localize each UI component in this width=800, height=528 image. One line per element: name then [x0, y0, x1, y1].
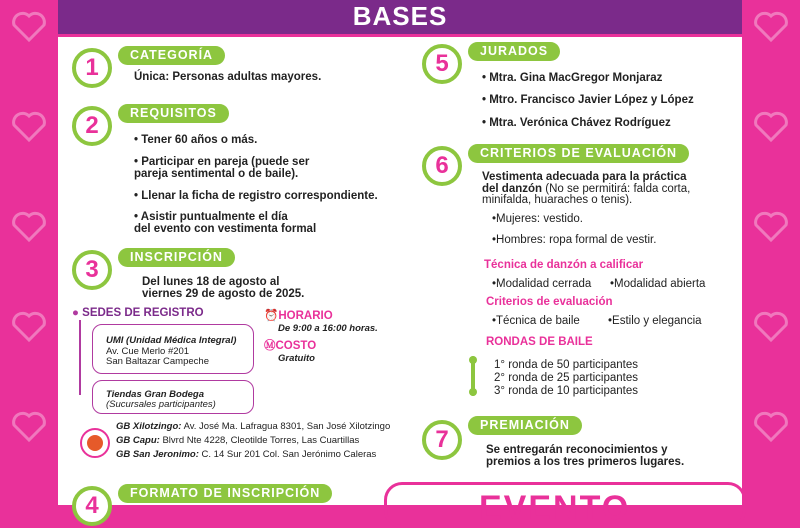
- rondas-dot: [469, 356, 477, 364]
- section-6-title: CRITERIOS DE EVALUACIÓN: [468, 144, 689, 163]
- heart-pattern-left: [0, 0, 58, 505]
- umi-name: UMI (Unidad Médica Integral): [106, 335, 237, 346]
- tecnica-item: •Modalidad abierta: [610, 278, 706, 290]
- vestimenta-text: minifalda, huaraches o tenis).: [482, 194, 633, 206]
- sedes-title: [72, 307, 204, 319]
- rondas-title: RONDAS DE BAILE: [486, 336, 593, 348]
- tecnica-item: •Modalidad cerrada: [492, 278, 592, 290]
- categoria-text: Única: Personas adultas mayores.: [134, 71, 322, 83]
- section-7-title: PREMIACIÓN: [468, 416, 582, 435]
- criterio-item: •Técnica de baile: [492, 315, 580, 327]
- vestimenta-text: Vestimenta adecuada para la práctica: [482, 171, 687, 183]
- costo-label-text: COSTO: [275, 340, 317, 352]
- criterios-title: Criterios de evaluación: [486, 296, 613, 308]
- requisito-item: del evento con vestimenta formal: [134, 223, 317, 235]
- vestimenta-bold: del danzón: [482, 183, 543, 195]
- section-5-title: JURADOS: [468, 42, 560, 61]
- gran-bodega-logo: [80, 428, 110, 458]
- gb-branch: [116, 435, 359, 447]
- ronda-item: 2° ronda de 25 participantes: [494, 372, 638, 384]
- horario-label-text: HORARIO: [278, 310, 333, 322]
- clock-icon: ⏰: [264, 310, 279, 322]
- banner: [58, 0, 742, 37]
- requisito-item: • Llenar la ficha de registro correspondiente.: [134, 190, 378, 202]
- section-1-title: CATEGORÍA: [118, 46, 225, 65]
- mujeres-text: •Mujeres: vestido.: [492, 213, 583, 225]
- tiendas-name: Tiendas Gran Bodega: [106, 389, 205, 400]
- gb-branch-addr: C. 14 Sur 201 Col. San Jerónimo Caleras: [201, 449, 377, 460]
- jurado-item: • Mtra. Gina MacGregor Monjaraz: [482, 72, 663, 84]
- gb-branch-addr: Blvrd Nte 4228, Cleotilde Torres, Las Cuartillas: [162, 435, 360, 446]
- tiendas-sub: (Sucursales participantes): [106, 399, 216, 410]
- section-4-number: 4: [72, 486, 112, 526]
- section-4-title: FORMATO DE INSCRIPCIÓN: [118, 484, 332, 503]
- banner-title: BASES: [352, 1, 448, 31]
- vestimenta-note: (No se permitirá: falda corta,: [542, 183, 691, 195]
- jurado-item: • Mtro. Francisco Javier López y López: [482, 94, 694, 106]
- evento-title: EVENTO: [479, 489, 631, 527]
- horario-value: De 9:00 a 16:00 horas.: [278, 323, 378, 334]
- bases-card: [58, 0, 742, 527]
- section-2-number: 2: [72, 106, 112, 146]
- section-2-title: REQUISITOS: [118, 104, 229, 123]
- costo-label: [264, 340, 316, 352]
- requisito-item: • Asistir puntualmente el día: [134, 211, 288, 223]
- requisito-item: • Tener 60 años o más.: [134, 134, 258, 146]
- inscripcion-date: viernes 29 de agosto de 2025.: [142, 288, 305, 300]
- rondas-dot: [469, 388, 477, 396]
- inscripcion-date: Del lunes 18 de agosto al: [142, 276, 280, 288]
- umi-addr: San Baltazar Campeche: [106, 356, 209, 367]
- umi-addr: Av. Cue Merlo #201: [106, 346, 190, 357]
- premiacion-text: Se entregarán reconocimientos y: [486, 444, 668, 456]
- hombres-text: •Hombres: ropa formal de vestir.: [492, 234, 657, 246]
- requisito-item: pareja sentimental o de baile).: [134, 168, 299, 180]
- tecnica-title: Técnica de danzón a calificar: [484, 259, 644, 271]
- ronda-item: 3° ronda de 10 participantes: [494, 385, 638, 397]
- gb-branch-name: GB San Jeronimo:: [116, 449, 199, 460]
- ronda-item: 1° ronda de 50 participantes: [494, 359, 638, 371]
- section-6-number: 6: [422, 146, 462, 186]
- costo-value: Gratuito: [278, 353, 315, 364]
- dollar-icon: Ⓜ: [264, 340, 276, 352]
- section-3-number: 3: [72, 250, 112, 290]
- section-3-title: INSCRIPCIÓN: [118, 248, 235, 267]
- premiacion-text: premios a los tres primeros lugares.: [486, 456, 685, 468]
- criterio-item: •Estilo y elegancia: [608, 315, 702, 327]
- evento-box: [384, 482, 746, 528]
- sedes-title-text: SEDES DE REGISTRO: [82, 307, 204, 319]
- horario-label: [264, 310, 333, 322]
- gb-branch: [116, 449, 376, 461]
- requisito-item: • Participar en pareja (puede ser: [134, 156, 310, 168]
- gb-branch-name: GB Capu:: [116, 435, 160, 446]
- sedes-connector: [79, 320, 81, 395]
- heart-pattern-right: [742, 0, 800, 505]
- gb-branch: [116, 421, 390, 433]
- section-1-number: 1: [72, 48, 112, 88]
- gb-branch-addr: Av. José Ma. Lafragua 8301, San José Xilotzingo: [183, 421, 391, 432]
- section-7-number: 7: [422, 420, 462, 460]
- section-5-number: 5: [422, 44, 462, 84]
- gb-branch-name: GB Xilotzingo:: [116, 421, 182, 432]
- jurado-item: • Mtra. Verónica Chávez Rodríguez: [482, 117, 671, 129]
- location-pin-icon: ●: [72, 307, 79, 319]
